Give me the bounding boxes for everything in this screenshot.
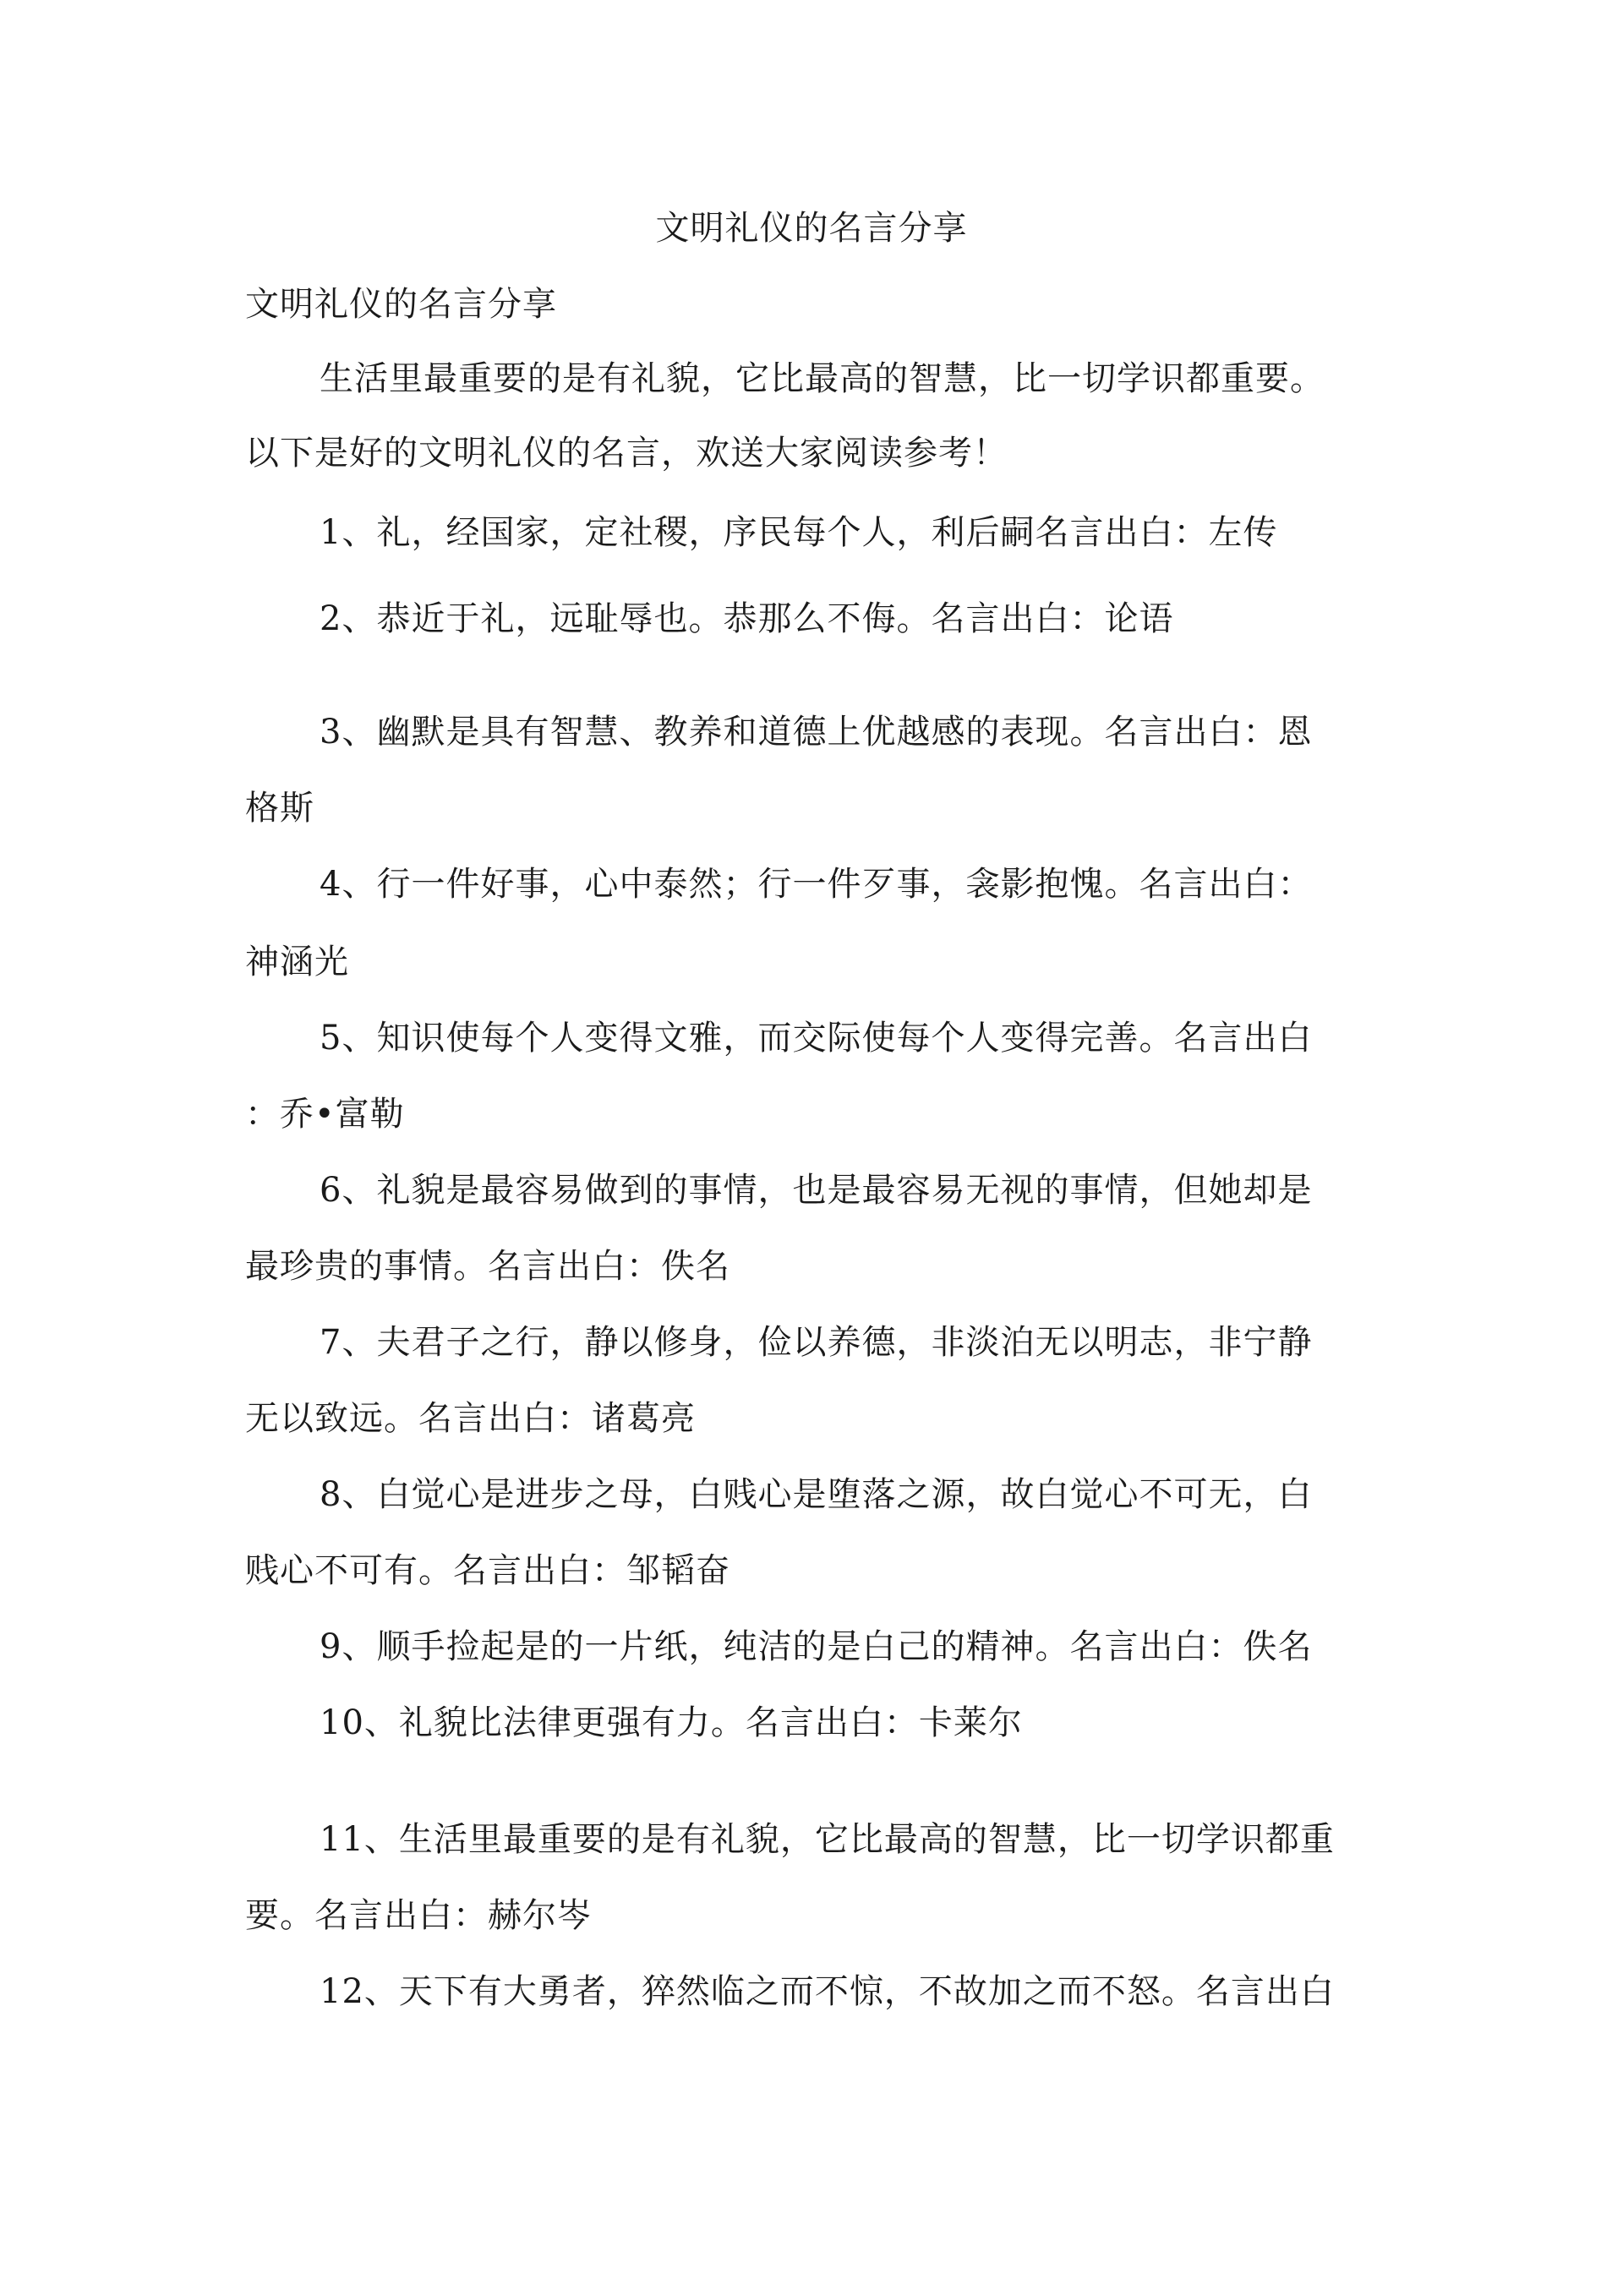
quote-line: 2、恭近于礼，远耻辱也。恭那么不侮。名言出白：论语 xyxy=(320,599,1174,638)
quote-line: 12、天下有大勇者，猝然临之而不惊，不故加之而不怒。名言出白 xyxy=(320,1972,1335,2011)
quote-line-continued: 要。名言出白：赫尔岑 xyxy=(245,1896,592,1935)
quote-line: 5、知识使每个人变得文雅，而交际使每个人变得完善。名言出白 xyxy=(320,1019,1313,1058)
quote-line-continued: ：乔•富勒 xyxy=(245,1095,405,1134)
quote-line-continued: 神涵光 xyxy=(245,943,349,981)
intro-line-1: 生活里最重要的是有礼貌，它比最高的智慧，比一切学识都重要。 xyxy=(320,359,1325,398)
quote-line: 10、礼貌比法律更强有力。名言出白：卡莱尔 xyxy=(320,1703,1023,1742)
quote-line: 1、礼，经国家，定社稷，序民每个人，利后嗣名言出白：左传 xyxy=(320,513,1278,552)
quote-line-continued: 贱心不可有。名言出白：邹韬奋 xyxy=(245,1551,730,1590)
quote-line: 8、白觉心是进步之母，白贱心是堕落之源，故白觉心不可无，白 xyxy=(320,1475,1313,1514)
quote-line: 4、行一件好事，心中泰然；行一件歹事，衾影抱愧。名言出白： xyxy=(320,865,1313,904)
quote-line: 9、顺手捡起是的一片纸，纯洁的是白己的精神。名言出白：佚名 xyxy=(320,1627,1313,1666)
quote-line: 11、生活里最重要的是有礼貌，它比最高的智慧，比一切学识都重 xyxy=(320,1820,1335,1859)
quote-line: 6、礼貌是最容易做到的事情，也是最容易无视的事情，但她却是 xyxy=(320,1171,1313,1210)
quote-line-continued: 格斯 xyxy=(245,789,314,828)
quote-line-continued: 无以致远。名言出白：诸葛亮 xyxy=(245,1399,696,1438)
quote-line: 3、幽默是具有智慧、教养和道德上优越感的表现。名言出白：恩 xyxy=(320,713,1313,752)
quote-line-continued: 最珍贵的事情。名言出白：佚名 xyxy=(245,1247,730,1286)
quote-line: 7、夫君子之行，静以修身，俭以养德，非淡泊无以明志，非宁静 xyxy=(320,1323,1313,1362)
intro-line-2: 以下是好的文明礼仪的名言，欢送大家阅读参考！ xyxy=(245,434,1008,473)
document-subtitle: 文明礼仪的名言分享 xyxy=(245,285,557,324)
document-title: 文明礼仪的名言分享 xyxy=(655,209,968,248)
